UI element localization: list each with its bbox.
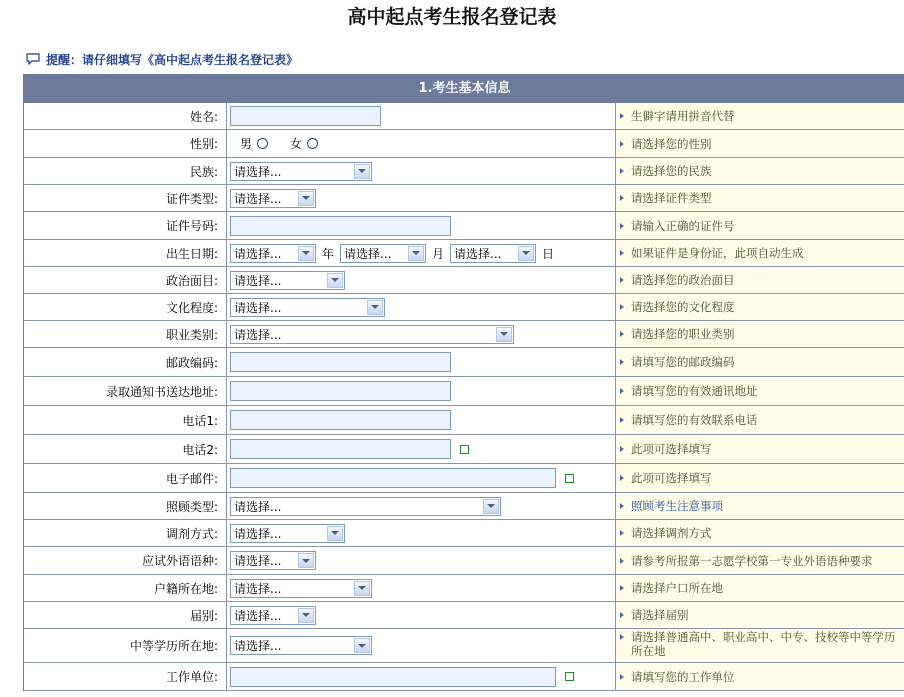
field-label: 调剂方式: <box>24 520 227 546</box>
field-label: 证件类型: <box>24 185 227 211</box>
row-id-number <box>24 212 904 240</box>
section-header: 1.考生基本信息 <box>24 74 904 103</box>
arrow-icon <box>620 503 624 509</box>
id-number-input[interactable] <box>230 216 451 236</box>
hint-text: 请选择您的民族 <box>631 164 712 178</box>
row-gender <box>24 130 904 158</box>
arrow-icon <box>620 585 624 591</box>
field-label: 工作单位: <box>24 663 227 690</box>
arrow-icon <box>620 417 624 423</box>
hint-text: 此项可选择填写 <box>631 471 712 485</box>
field-label: 电话1: <box>24 406 227 434</box>
field-label: 应试外语语种: <box>24 547 227 574</box>
arrow-icon <box>620 475 624 481</box>
registration-form <box>23 74 904 691</box>
row-email <box>24 464 904 493</box>
household-select[interactable]: 请选择... <box>230 579 372 598</box>
row-name <box>24 103 904 130</box>
occupation-select[interactable]: 请选择... <box>230 325 514 344</box>
month-unit: 月 <box>432 246 445 261</box>
ethnicity-select[interactable]: 请选择... <box>230 162 372 181</box>
education-select[interactable]: 请选择... <box>230 298 385 317</box>
hint-text: 如果证件是身份证，此项自动生成 <box>631 246 804 260</box>
birth-year-select[interactable]: 请选择... <box>230 244 316 263</box>
row-postcode <box>24 348 904 377</box>
arrow-icon <box>620 612 624 618</box>
hint-text: 请选择届别 <box>631 608 689 622</box>
arrow-icon <box>620 388 624 394</box>
chevron-down-icon[interactable] <box>327 526 343 541</box>
arrow-icon <box>620 277 624 283</box>
row-phone2 <box>24 435 904 464</box>
adjustment-select[interactable]: 请选择... <box>230 524 345 543</box>
row-id-type <box>24 185 904 212</box>
field-label: 照顾类型: <box>24 493 227 519</box>
hint-text: 生僻字请用拼音代替 <box>631 109 735 123</box>
chevron-down-icon[interactable] <box>354 164 370 179</box>
field-label: 户籍所在地: <box>24 575 227 601</box>
field-label: 政治面目: <box>24 267 227 293</box>
row-phone1 <box>24 406 904 435</box>
hint-text: 请输入正确的证件号 <box>631 218 735 233</box>
row-address <box>24 377 904 406</box>
day-unit: 日 <box>542 246 555 261</box>
field-label: 电子邮件: <box>24 464 227 492</box>
cohort-select[interactable]: 请选择... <box>230 606 316 625</box>
field-label: 出生日期: <box>24 240 227 266</box>
care-type-select[interactable]: 请选择... <box>230 497 501 516</box>
arrow-icon <box>620 195 624 201</box>
field-label: 邮政编码: <box>24 348 227 376</box>
chevron-down-icon[interactable] <box>298 191 314 206</box>
arrow-icon <box>620 674 624 680</box>
chevron-down-icon[interactable] <box>354 638 370 653</box>
field-label: 姓名: <box>24 103 227 129</box>
gender-male-label: 男 <box>240 137 253 151</box>
employer-input[interactable] <box>230 667 556 687</box>
arrow-icon <box>620 359 624 365</box>
hint-text: 请选择您的职业类别 <box>631 327 735 341</box>
field-label: 民族: <box>24 158 227 184</box>
name-input[interactable] <box>230 106 381 126</box>
year-unit: 年 <box>322 246 335 261</box>
field-label: 中等学历所在地: <box>24 629 227 662</box>
notice-text: 提醒：请仔细填写《高中起点考生报名登记表》 <box>46 52 299 67</box>
address-input[interactable] <box>230 381 451 401</box>
chevron-down-icon[interactable] <box>327 273 343 288</box>
hint-text: 请选择普通高中、职业高中、中专、技校等中等学历所在地 <box>631 630 896 658</box>
row-ethnicity <box>24 158 904 185</box>
chevron-down-icon[interactable] <box>298 553 314 568</box>
chevron-down-icon[interactable] <box>518 246 534 261</box>
hint-text: 请填写您的工作单位 <box>631 669 735 684</box>
row-secondary-education <box>24 629 904 663</box>
gender-female-label: 女 <box>290 137 303 151</box>
field-label: 证件号码: <box>24 212 227 239</box>
hint-text: 请填写您的有效通讯地址 <box>631 384 758 398</box>
gender-male-radio[interactable] <box>257 138 268 149</box>
row-household <box>24 575 904 602</box>
phone2-checkbox[interactable] <box>460 445 469 454</box>
phone1-input[interactable] <box>230 410 451 430</box>
row-employer <box>24 663 904 691</box>
care-notice-link[interactable]: 照顾考生注意事项 <box>631 499 723 513</box>
arrow-icon <box>620 558 624 564</box>
foreign-language-select[interactable]: 请选择... <box>230 551 316 570</box>
hint-text: 请参考所报第一志愿学校第一专业外语语种要求 <box>631 553 873 568</box>
hint-text: 请选择户口所在地 <box>631 581 723 595</box>
row-care-type <box>24 493 904 520</box>
postcode-input[interactable] <box>230 352 451 372</box>
chevron-down-icon[interactable] <box>408 246 424 261</box>
birth-day-select[interactable]: 请选择... <box>450 244 536 263</box>
hint-text: 请选择您的文化程度 <box>631 300 735 314</box>
arrow-icon <box>620 331 624 337</box>
employer-checkbox[interactable] <box>565 672 574 681</box>
row-education <box>24 294 904 321</box>
email-checkbox[interactable] <box>565 474 574 483</box>
arrow-icon <box>620 223 624 229</box>
gender-female-radio[interactable] <box>307 138 318 149</box>
secondary-education-select[interactable]: 请选择... <box>230 636 372 655</box>
birth-month-select[interactable]: 请选择... <box>340 244 426 263</box>
row-birthdate <box>24 240 904 267</box>
hint-text: 请选择您的性别 <box>631 136 712 151</box>
phone2-input[interactable] <box>230 439 451 459</box>
hint-text: 请填写您的有效联系电话 <box>631 413 758 427</box>
hint-text: 请选择调剂方式 <box>631 526 712 540</box>
arrow-icon <box>620 141 624 147</box>
arrow-icon <box>620 250 624 256</box>
arrow-icon <box>620 113 624 119</box>
chevron-down-icon[interactable] <box>354 581 370 596</box>
row-foreign-language <box>24 547 904 575</box>
chevron-down-icon[interactable] <box>298 608 314 623</box>
arrow-icon <box>620 168 624 174</box>
chevron-down-icon[interactable] <box>298 246 314 261</box>
speech-bubble-icon <box>26 53 40 65</box>
field-label: 录取通知书送达地址: <box>24 377 227 405</box>
arrow-icon <box>620 446 624 452</box>
hint-text: 请选择证件类型 <box>631 191 712 205</box>
row-cohort <box>24 602 904 629</box>
arrow-icon <box>620 530 624 536</box>
row-political-status <box>24 267 904 294</box>
hint-text: 此项可选择填写 <box>631 442 712 456</box>
political-status-select[interactable]: 请选择... <box>230 271 345 290</box>
chevron-down-icon[interactable] <box>483 499 499 514</box>
notice-bar <box>26 50 298 68</box>
field-label: 性别: <box>24 130 227 157</box>
row-occupation <box>24 321 904 348</box>
field-label: 文化程度: <box>24 294 227 320</box>
page-title: 高中起点考生报名登记表 <box>347 6 557 28</box>
chevron-down-icon[interactable] <box>367 300 383 315</box>
field-label: 届别: <box>24 602 227 628</box>
id-type-select[interactable]: 请选择... <box>230 189 316 208</box>
hint-text: 请填写您的邮政编码 <box>631 355 735 369</box>
chevron-down-icon[interactable] <box>496 327 512 342</box>
arrow-icon <box>620 304 624 310</box>
row-adjustment <box>24 520 904 547</box>
email-input[interactable] <box>230 468 556 488</box>
hint-text: 请选择您的政治面目 <box>631 273 735 287</box>
field-label: 职业类别: <box>24 321 227 347</box>
field-label: 电话2: <box>24 435 227 463</box>
arrow-icon <box>620 634 624 640</box>
